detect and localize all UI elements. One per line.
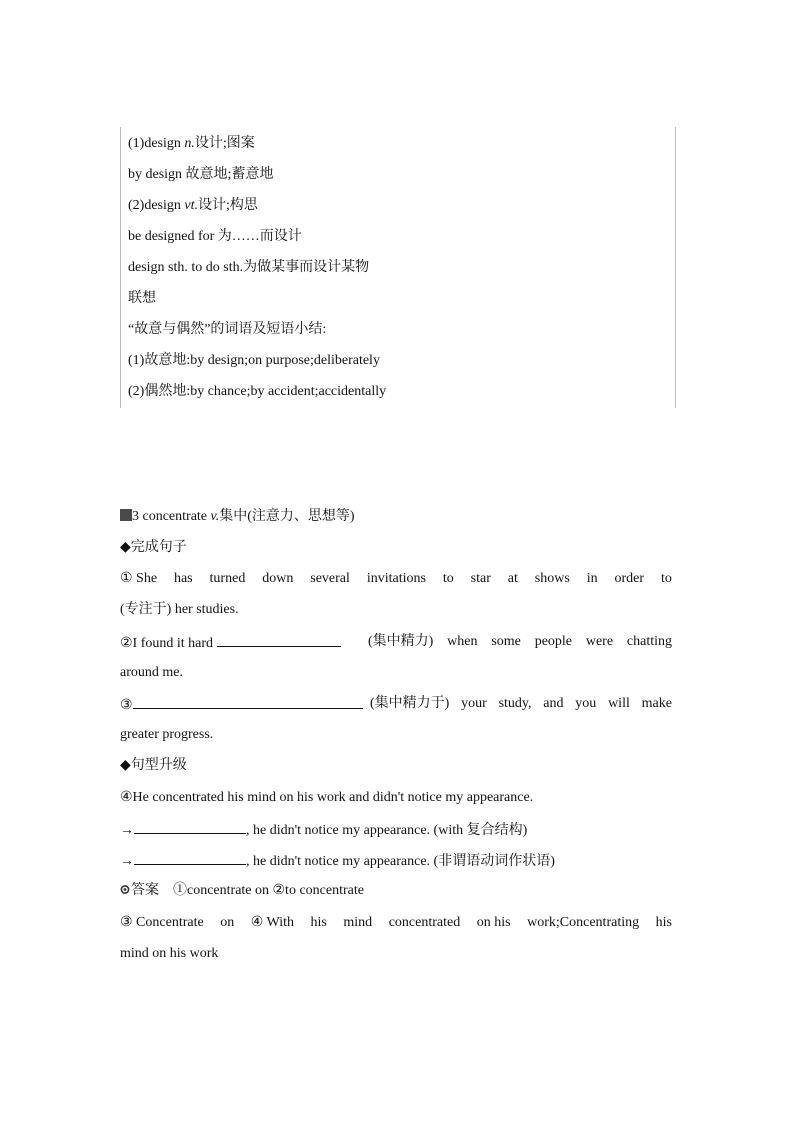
note-line-association: 联想 — [128, 291, 156, 306]
note-line-on-purpose: (1)故意地:by design;on purpose;deliberately — [128, 353, 380, 368]
answer-marker-icon — [120, 885, 131, 894]
question-1-line-1: ① She has turned down several invitations to star at shows in order to — [120, 571, 672, 586]
note-line-design-vt: (2)design vt.设计;构思 — [128, 198, 258, 213]
note-line-summary-title: “故意与偶然”的词语及短语小结: — [128, 322, 327, 337]
note-line-design-n: (1)design n.设计;图案 — [128, 136, 255, 151]
answer-blank[interactable] — [133, 694, 363, 709]
question-4b: → , he didn't notice my appearance. (非谓语动词作状语) — [120, 850, 555, 872]
square-marker-icon — [120, 509, 132, 521]
question-2-line-1: ②I found it hard — [120, 632, 341, 654]
question-3-line-2: greater progress. — [120, 727, 214, 742]
vocab-note-box — [120, 127, 676, 408]
answer-line-2: ③ Concentrate on ④ With his mind concentrated on his work;Concentrating his — [120, 915, 672, 930]
note-line-by-design: by design 故意地;蓄意地 — [128, 167, 274, 182]
note-line-design-sth: design sth. to do sth.为做某事而设计某物 — [128, 260, 370, 275]
answer-blank[interactable] — [217, 632, 341, 647]
answer-line-3: mind on his work — [120, 946, 219, 961]
complete-sentences-title: ◆完成句子 — [120, 540, 187, 555]
question-2-line-1-end: (集中精力) when some people were chatting — [368, 634, 672, 649]
note-line-by-chance: (2)偶然地:by chance;by accident;accidentally — [128, 384, 387, 399]
section-heading: 3 concentrate v.集中(注意力、思想等) — [120, 507, 355, 527]
sentence-upgrade-title: ◆句型升级 — [120, 758, 187, 773]
question-1-line-2: (专注于) her studies. — [120, 602, 239, 617]
answer-blank[interactable] — [134, 819, 246, 834]
answer-line-1: 答案 ①concentrate on ②to concentrate — [120, 881, 364, 901]
question-4a: → , he didn't notice my appearance. (with 复合结构) — [120, 819, 527, 841]
question-3-line-1-end: (集中精力于) your study, and you will make — [370, 696, 672, 711]
question-4-sentence: ④He concentrated his mind on his work and didn't notice my appearance. — [120, 790, 534, 805]
answer-blank[interactable] — [134, 850, 246, 865]
note-line-be-designed-for: be designed for 为……而设计 — [128, 229, 302, 244]
question-3-line-1: ③ — [120, 694, 363, 716]
question-2-line-2: around me. — [120, 665, 183, 680]
